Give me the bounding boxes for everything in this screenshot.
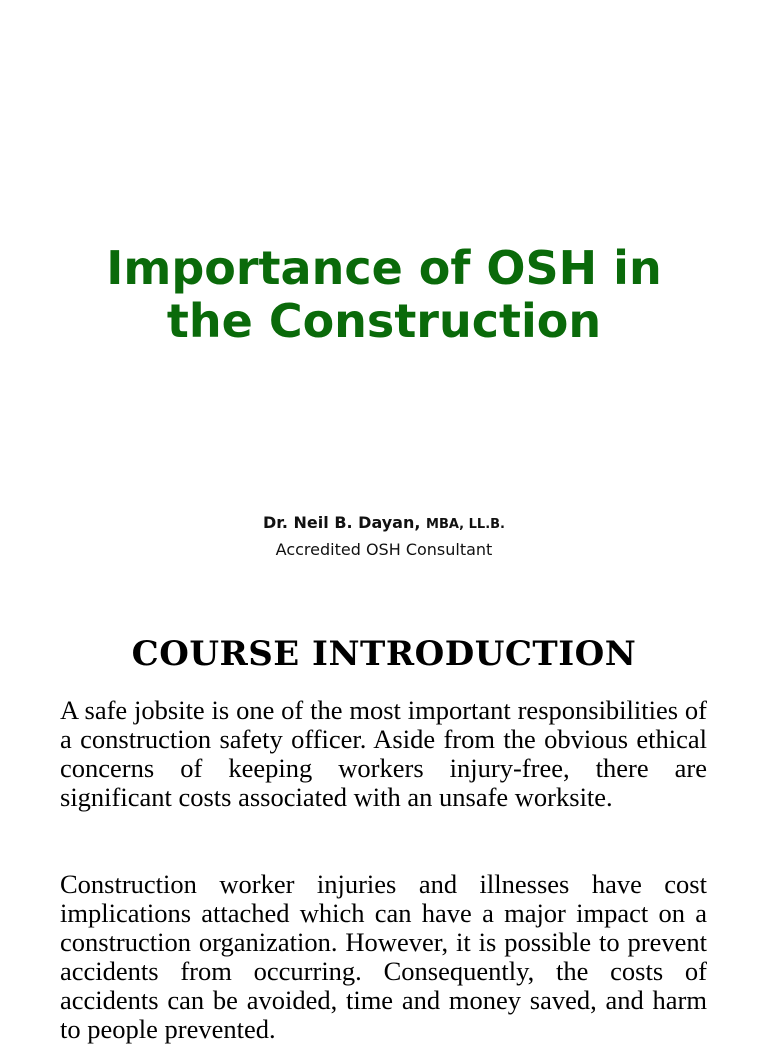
author-role: Accredited OSH Consultant [275,540,493,559]
course-introduction-page [0,600,768,1044]
section-heading: COURSE INTRODUCTION [131,634,637,674]
author-credentials: MBA, LL.B. [426,517,505,532]
slide-title [0,242,768,348]
author-name: Dr. Neil B. Dayan, [263,513,421,532]
author-block [0,511,768,563]
slide-title-line-2: the Construction [166,294,602,348]
intro-paragraph-1: A safe jobsite is one of the most important responsibilities of a construction safety officer. Aside from the obvious ethical concerns of keeping workers injury-free, there are significant costs associated with an unsafe worksite. [60,695,707,812]
slide-title-line-1: Importance of OSH in [106,241,662,295]
intro-paragraph-2: Construction worker injuries and illnesses have cost implications attached which can have a major impact on a construction organization. However, it is possible to prevent accidents from occurring. Consequently, the costs of accidents can be avoided, time and money saved, and harm to people prevented. [60,869,707,1044]
author-line [0,511,768,537]
